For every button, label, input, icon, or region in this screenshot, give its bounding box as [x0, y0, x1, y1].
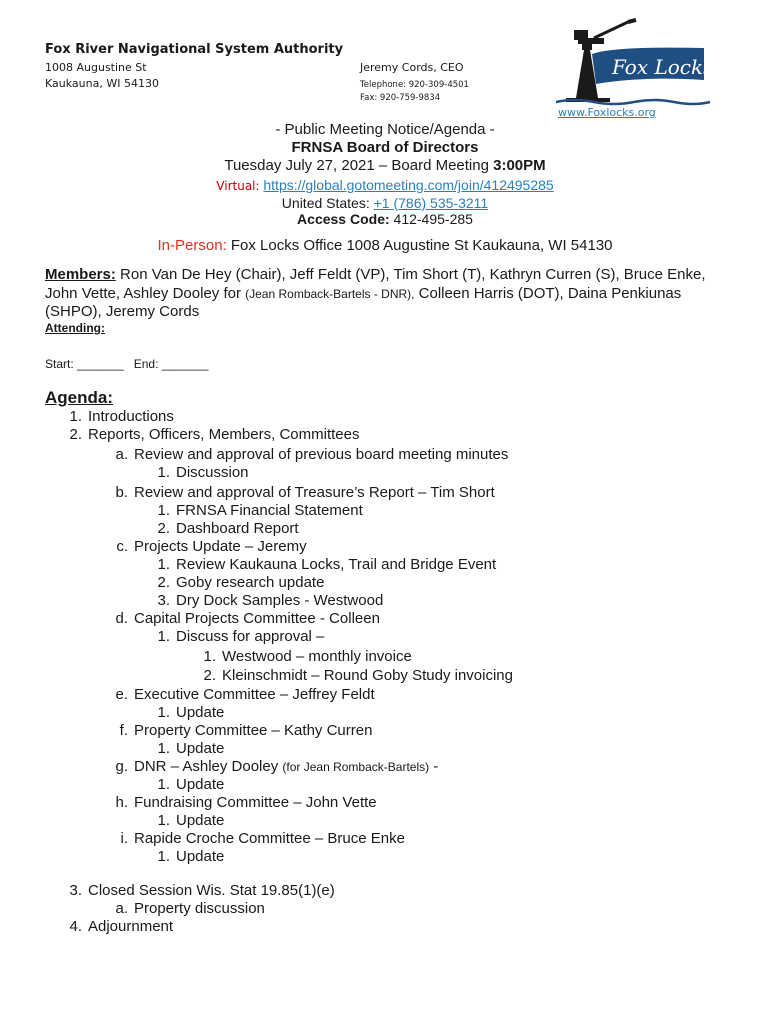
item-text: Dry Dock Samples - Westwood: [176, 592, 384, 609]
ceo-name: Jeremy Cords, CEO: [360, 61, 464, 74]
item-number: 3.: [69, 882, 82, 899]
item-number: 1.: [157, 628, 170, 645]
item-text: Executive Committee – Jeffrey Feldt: [134, 686, 375, 703]
org-name: Fox River Navigational System Authority: [45, 42, 344, 57]
us-phone-link[interactable]: +1 (786) 535-3211: [373, 195, 489, 211]
item-text: Review Kaukauna Locks, Trail and Bridge Event: [176, 556, 497, 573]
address-line-2: Kaukauna, WI 54130: [45, 77, 159, 90]
item-number: 1.: [157, 502, 170, 519]
item-text: Property Committee – Kathy Curren: [134, 722, 373, 739]
item-number: 1.: [157, 556, 170, 573]
fax: Fax: 920-759-9834: [360, 93, 441, 103]
item-text: DNR – Ashley Dooley: [134, 758, 283, 775]
members-label: Members:: [45, 266, 116, 283]
item-number: c.: [116, 538, 128, 555]
agenda-subitem: [108, 686, 375, 703]
agenda-item: [62, 882, 335, 899]
agenda-subitem: [108, 484, 495, 501]
agenda-subsubitem: [150, 704, 224, 721]
agenda-level4-item: [196, 667, 513, 684]
start-end-times: Start: _______ End: _______: [45, 357, 209, 371]
item-number: d.: [115, 610, 128, 627]
item-text: Adjournment: [88, 918, 174, 935]
item-text: Introductions: [88, 408, 174, 425]
item-number: i.: [120, 830, 128, 847]
item-text: Westwood – monthly invoice: [222, 648, 412, 665]
agenda-item: [62, 426, 359, 443]
item-number: 2.: [157, 574, 170, 591]
us-prefix: United States:: [281, 195, 374, 211]
agenda-subitem: [108, 830, 405, 847]
agenda-item: [62, 918, 173, 935]
in-person-label: In-Person:: [157, 237, 227, 254]
agenda-subsubitem: [150, 520, 299, 537]
agenda-heading: Agenda:: [45, 388, 113, 407]
item-number: b.: [115, 484, 128, 501]
us-phone-line: [0, 195, 770, 211]
agenda-level4-item: [196, 648, 412, 665]
item-number: 1.: [157, 704, 170, 721]
item-number: 1.: [157, 740, 170, 757]
meeting-time: 3:00PM: [493, 157, 546, 174]
agenda-subsubitem: [150, 812, 224, 829]
item-text: Discussion: [176, 464, 249, 481]
website-link[interactable]: www.Foxlocks.org: [558, 106, 656, 119]
virtual-label: Virtual:: [216, 179, 264, 193]
members-text-small: (Jean Romback-Bartels - DNR),: [245, 286, 415, 301]
agenda-subitem: [108, 794, 377, 811]
item-number: h.: [115, 794, 128, 811]
item-text: Kleinschmidt – Round Goby Study invoicing: [222, 667, 513, 684]
access-code-line: [0, 211, 770, 227]
members-paragraph: [45, 266, 735, 322]
item-text: Fundraising Committee – John Vette: [134, 794, 377, 811]
agenda-subitem: [108, 610, 380, 627]
access-label: Access Code:: [297, 211, 390, 227]
attending-label: Attending:: [45, 321, 105, 335]
agenda-subsubitem: [150, 848, 224, 865]
fox-locks-logo: [554, 18, 714, 116]
item-text: Goby research update: [176, 574, 325, 591]
agenda-subitem: [108, 758, 438, 775]
item-number: 1.: [157, 464, 170, 481]
item-number: 1.: [157, 812, 170, 829]
item-number: 1.: [203, 648, 216, 665]
agenda-subitem: [108, 446, 508, 463]
agenda-subsubitem: [150, 556, 496, 573]
item-text: Update: [176, 812, 225, 829]
item-text: Update: [176, 704, 225, 721]
item-number: a.: [115, 900, 128, 917]
board-title: FRNSA Board of Directors: [291, 139, 479, 156]
item-number: 3.: [157, 592, 170, 609]
item-text: Review and approval of previous board meeting minutes: [134, 446, 509, 463]
agenda-subsubitem: [150, 776, 224, 793]
in-person-line: [0, 237, 770, 254]
item-number: 1.: [69, 408, 82, 425]
item-number: e.: [115, 686, 128, 703]
item-number: 4.: [69, 918, 82, 935]
item-text: Projects Update – Jeremy: [134, 538, 307, 555]
item-number: 2.: [157, 520, 170, 537]
agenda-subitem: [108, 538, 307, 555]
item-number: 1.: [157, 848, 170, 865]
agenda-subsubitem: [150, 502, 363, 519]
agenda-subsubitem: [150, 574, 324, 591]
item-text: Update: [176, 776, 225, 793]
agenda-subsubitem: [150, 740, 224, 757]
item-number: a.: [115, 446, 128, 463]
item-text: Property discussion: [134, 900, 265, 917]
item-text: Review and approval of Treasure’s Report – Tim Short: [134, 484, 495, 501]
agenda-subsubitem: [150, 464, 249, 481]
virtual-meeting-link[interactable]: https://global.gotomeeting.com/join/412495285: [263, 177, 554, 193]
agenda-item: [62, 408, 174, 425]
address-line-1: 1008 Augustine St: [45, 61, 147, 74]
meeting-date-text: Tuesday July 27, 2021 – Board Meeting: [224, 157, 494, 174]
telephone: Telephone: 920-309-4501: [360, 80, 469, 90]
agenda-subitem: [108, 722, 372, 739]
item-text: Update: [176, 848, 225, 865]
item-text: Dashboard Report: [176, 520, 299, 537]
item-text: Rapide Croche Committee – Bruce Enke: [134, 830, 405, 847]
item-number: 1.: [157, 776, 170, 793]
in-person-location: Fox Locks Office 1008 Augustine St Kaukauna, WI 54130: [226, 237, 613, 254]
members-text-1: Ron Van De Hey (Chair), Jeff Feldt (VP), Tim Short (T), Kathryn Curren (S), Bruce Enke, John Vette, Ashley Dooley for: [45, 266, 706, 302]
item-number: 2.: [203, 667, 216, 684]
virtual-line: [0, 177, 770, 193]
item-text: Closed Session Wis. Stat 19.85(1)(e): [88, 882, 335, 899]
meeting-date: [0, 157, 770, 174]
agenda-subitem: [108, 900, 265, 917]
item-number: 2.: [69, 426, 82, 443]
item-number: g.: [115, 758, 128, 775]
access-code: 412-495-285: [389, 211, 473, 227]
agenda-subsubitem: [150, 628, 324, 645]
item-text: FRNSA Financial Statement: [176, 502, 363, 519]
item-text: Capital Projects Committee - Colleen: [134, 610, 380, 627]
members-text-2: Colleen Harris (DOT), Daina Penkiunas (SHPO), Jeremy Cords: [45, 284, 682, 320]
item-text: Update: [176, 740, 225, 757]
notice-line: - Public Meeting Notice/Agenda -: [275, 121, 495, 138]
item-text-tail: -: [429, 758, 439, 775]
item-number: f.: [119, 722, 128, 739]
item-text-small: (for Jean Romback-Bartels): [282, 760, 430, 774]
item-text: Reports, Officers, Members, Committees: [88, 426, 360, 443]
logo-text: Fox Locks: [612, 55, 714, 79]
agenda-subsubitem: [150, 592, 383, 609]
item-text: Discuss for approval –: [176, 628, 325, 645]
